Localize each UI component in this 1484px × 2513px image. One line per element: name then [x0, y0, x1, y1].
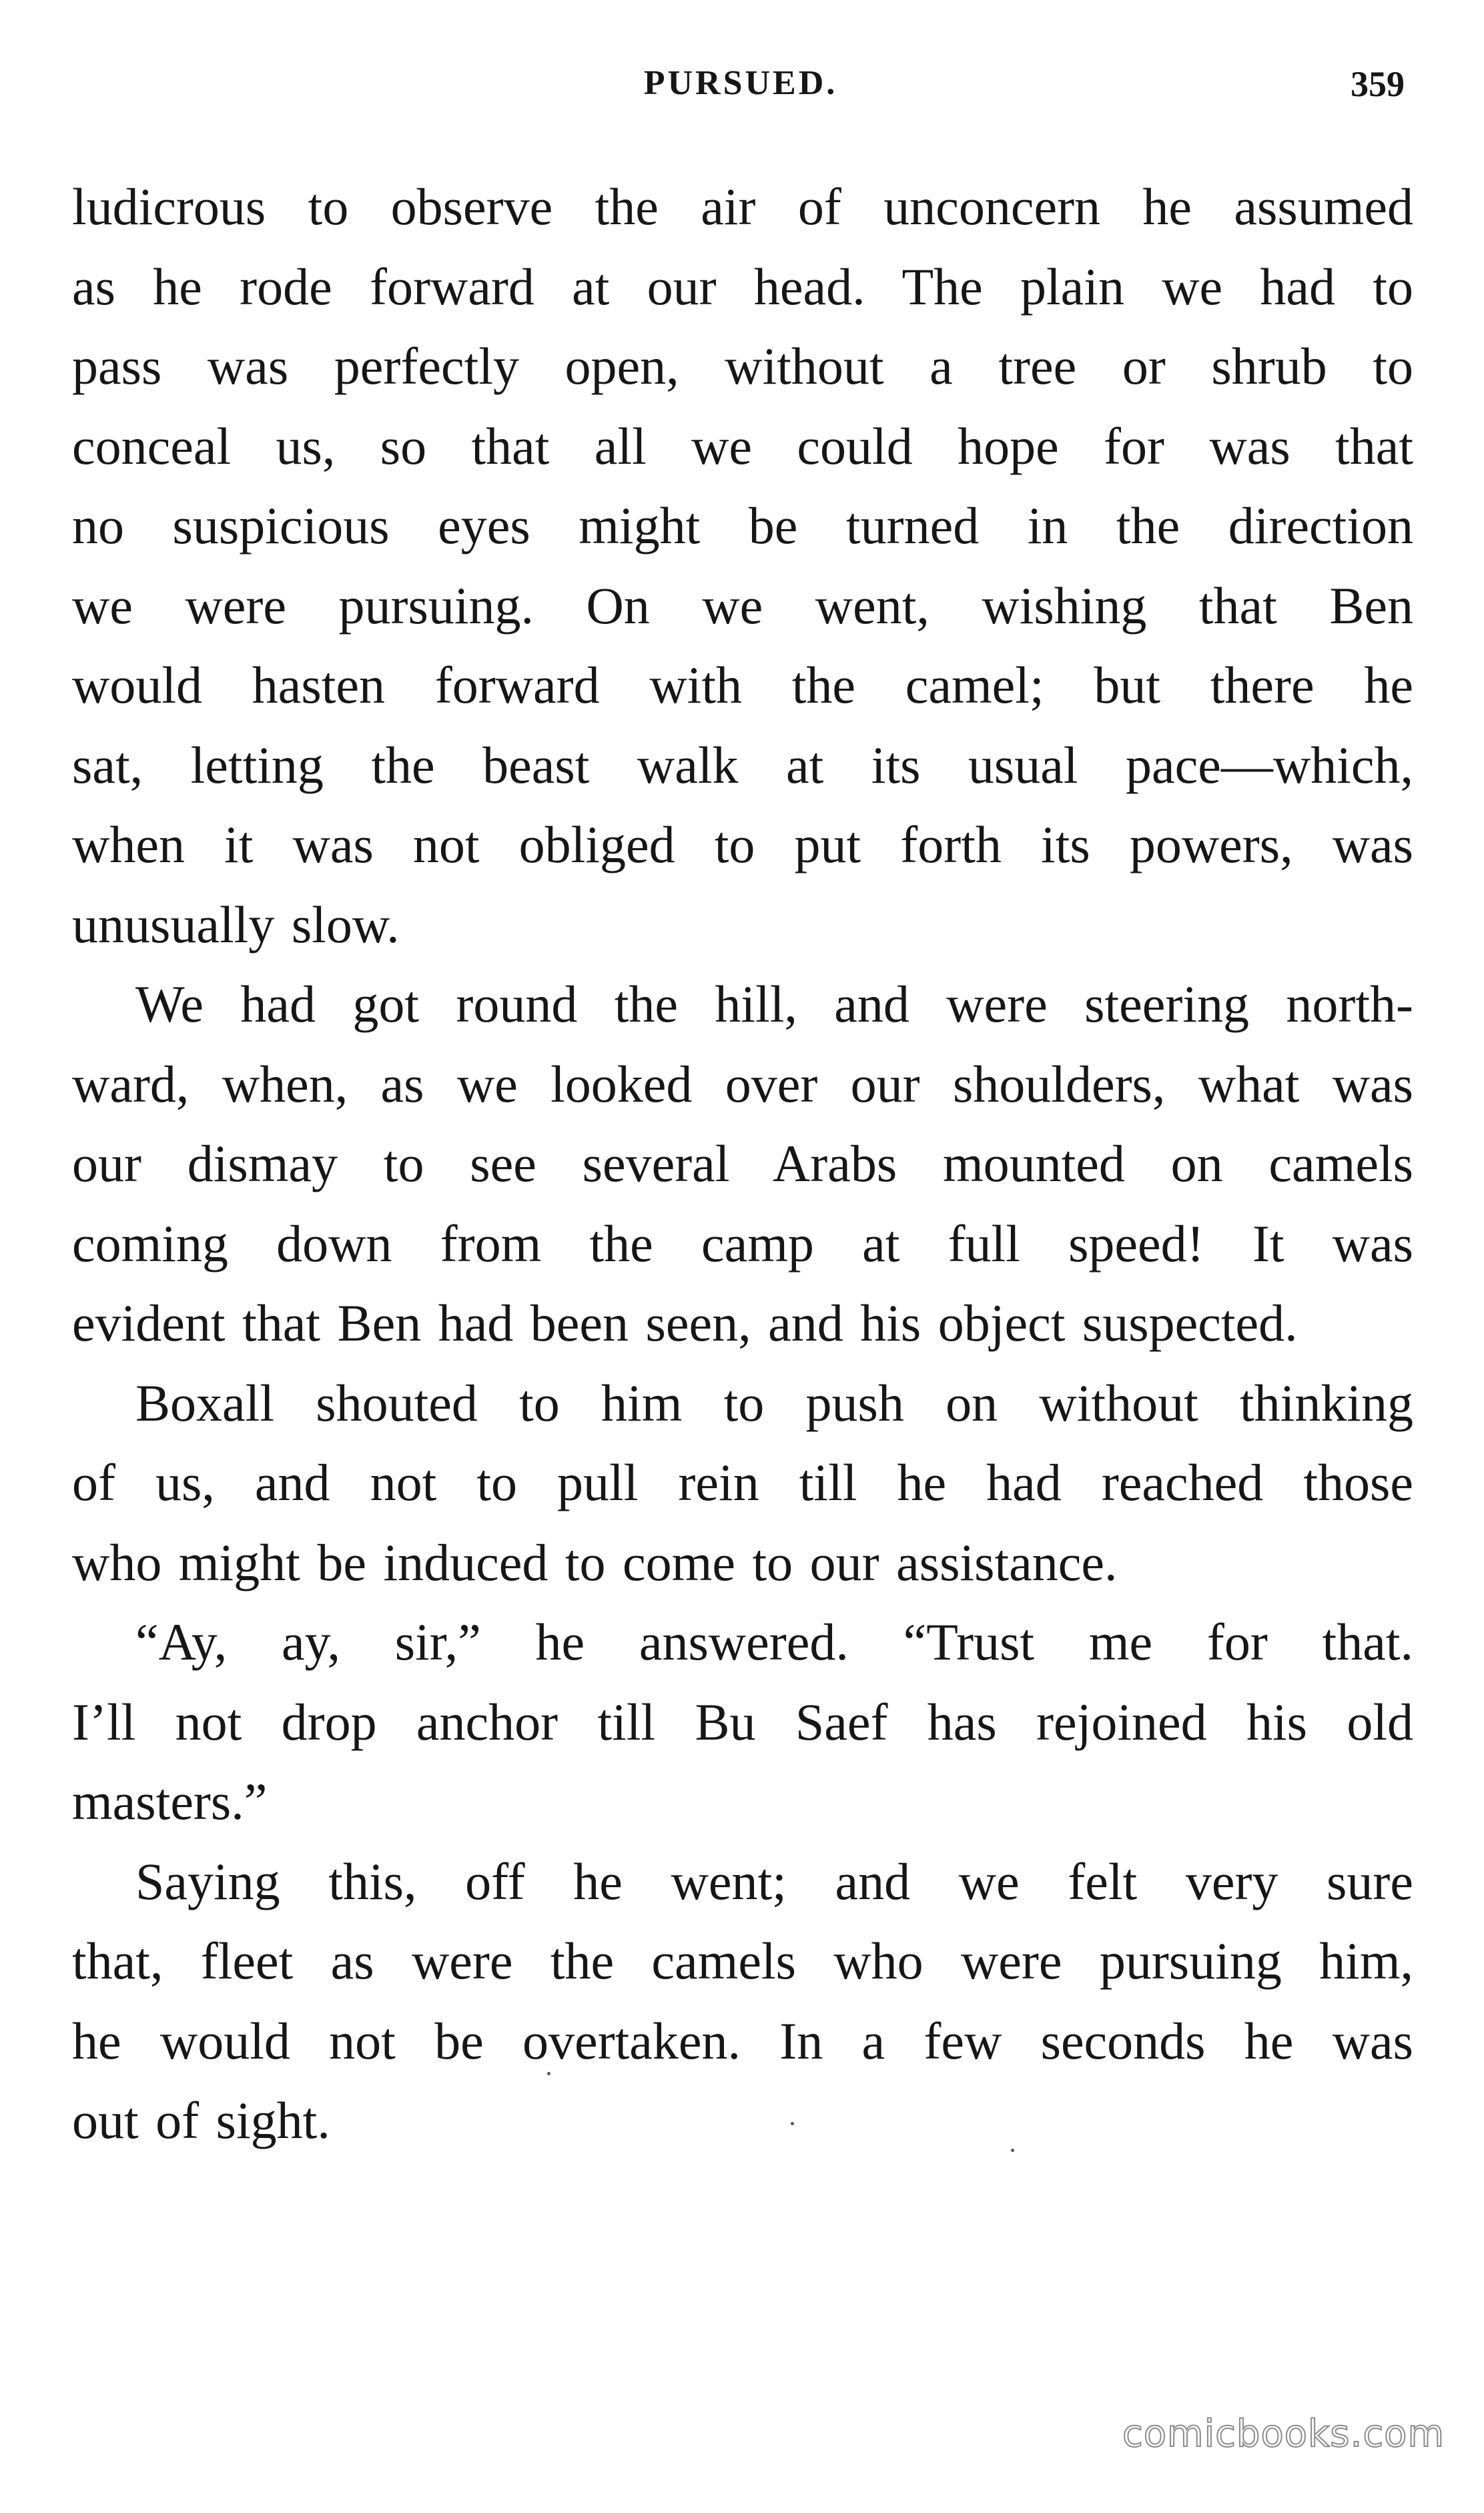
text-line: ludicrous to observe the air of unconcern he assumed: [72, 177, 1413, 236]
text-line: when it was not obliged to put forth its powers, was: [72, 815, 1413, 873]
paragraph-1: [72, 167, 1413, 964]
ink-speck: [1011, 2149, 1014, 2152]
text-line: conceal us, so that all we could hope for was that: [72, 416, 1413, 475]
paragraph-4: [72, 1602, 1413, 1842]
text-line: would hasten forward with the camel; but there he: [72, 656, 1413, 714]
text-line: sat, letting the beast walk at its usual pace—which,: [72, 735, 1413, 794]
text-line: no suspicious eyes might be turned in the direction: [72, 496, 1413, 555]
paragraph-2: [72, 964, 1413, 1363]
running-head: [0, 63, 1484, 117]
text-line: out of sight.: [72, 2091, 330, 2149]
text-line: Saying this, off he went; and we felt very sure: [135, 1852, 1413, 1910]
text-line: Boxall shouted to him to push on without thinking: [135, 1373, 1413, 1432]
running-title: PURSUED.: [643, 64, 838, 102]
text-line: pass was perfectly open, without a tree or shrub to: [72, 337, 1413, 395]
text-line: he would not be overtaken. In a few seconds he was: [72, 2011, 1413, 2070]
text-line: our dismay to see several Arabs mounted on camels: [72, 1134, 1413, 1192]
text-line: We had got round the hill, and were steering north-: [135, 975, 1413, 1033]
text-line: of us, and not to pull rein till he had reached those: [72, 1453, 1413, 1511]
text-line: masters.”: [72, 1772, 268, 1830]
paragraph-3: [72, 1363, 1413, 1603]
text-line: ward, when, as we looked over our shoulders, what was: [72, 1054, 1413, 1113]
ink-speck: [547, 2072, 550, 2075]
text-line: “Ay, ay, sir,” he answered. “Trust me for that.: [135, 1613, 1413, 1671]
text-line: we were pursuing. On we went, wishing that Ben: [72, 576, 1413, 635]
paragraph-5: [72, 1842, 1413, 2161]
text-line: I’ll not drop anchor till Bu Saef has rejoined his old: [72, 1692, 1413, 1751]
text-line: coming down from the camp at full speed! It was: [72, 1214, 1413, 1273]
text-line: evident that Ben had been seen, and his object suspected.: [72, 1294, 1298, 1352]
page-number: 359: [1351, 64, 1405, 104]
ink-speck: [791, 2122, 794, 2125]
text-line: unusually slow.: [72, 895, 400, 954]
watermark: comicbooks.com: [1122, 2412, 1445, 2456]
body-text: [72, 167, 1413, 2161]
text-line: as he rode forward at our head. The plain we had to: [72, 257, 1413, 316]
text-line: who might be induced to come to our assistance.: [72, 1533, 1118, 1591]
text-line: that, fleet as were the camels who were pursuing him,: [72, 1932, 1413, 1990]
